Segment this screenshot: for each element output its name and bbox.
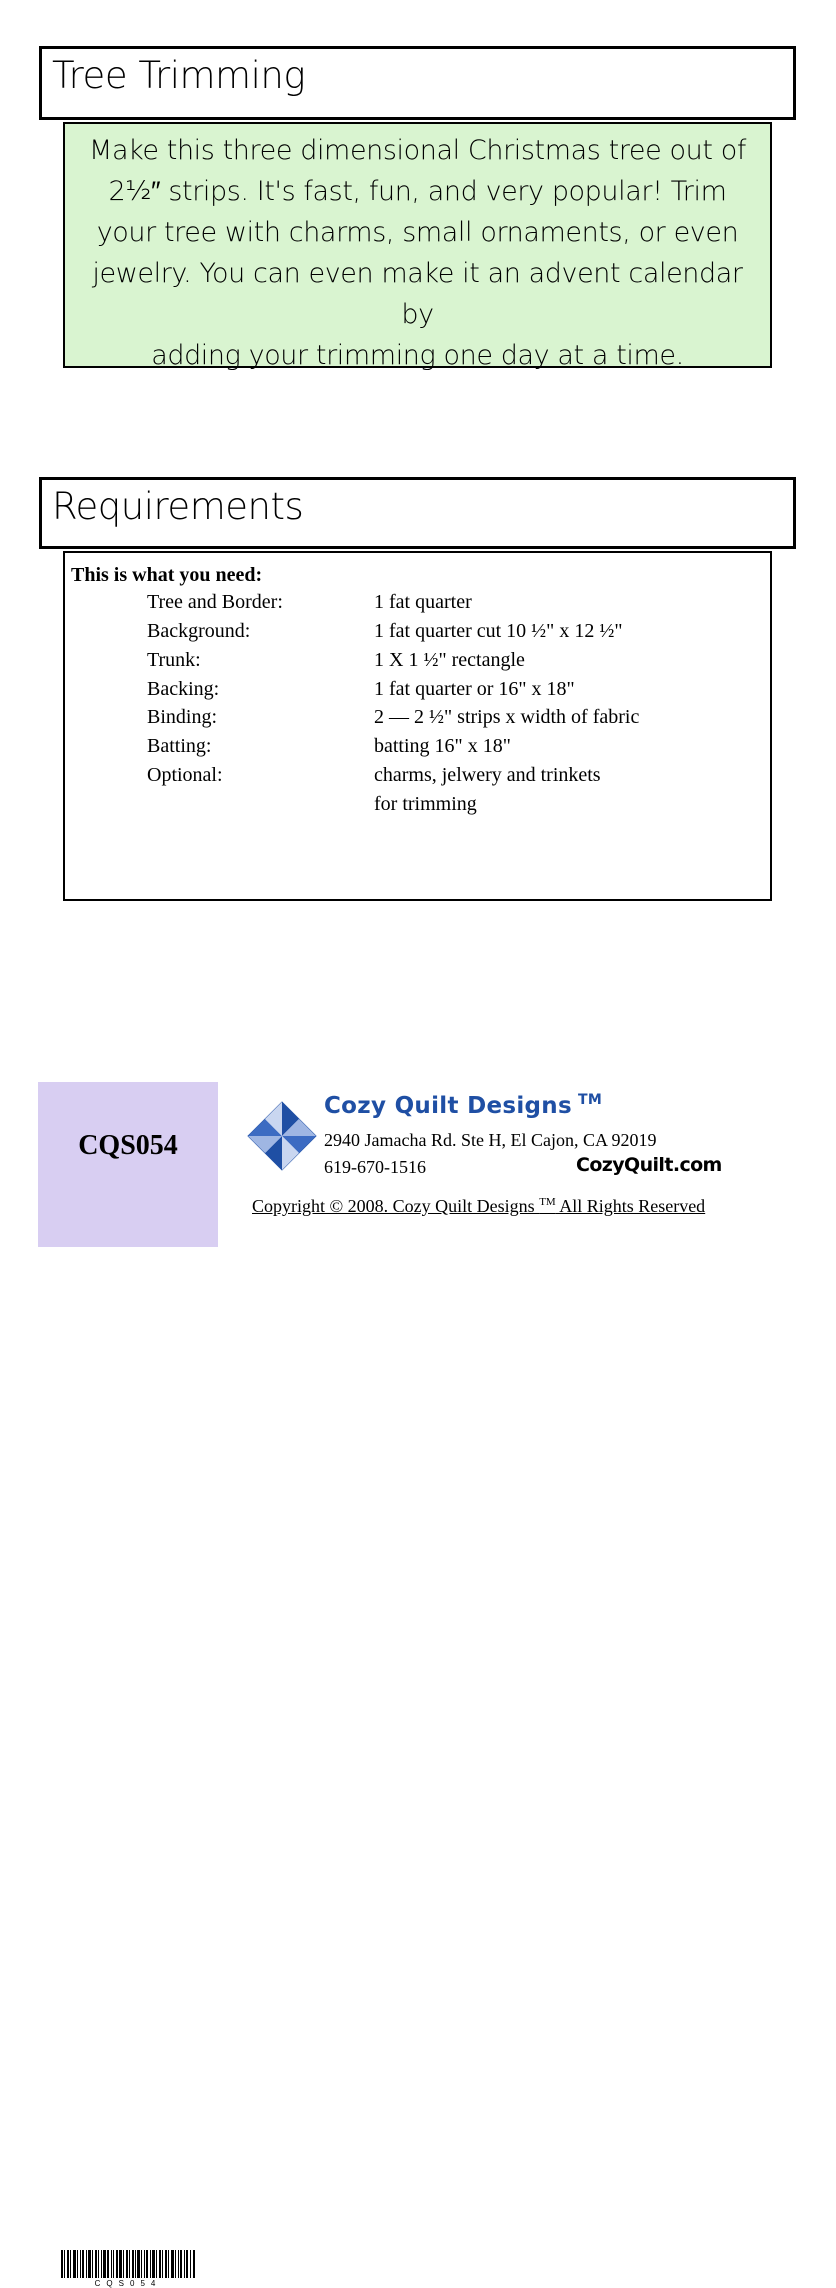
- section-title: Tree Trimming: [52, 54, 306, 97]
- requirement-value: batting 16" x 18": [374, 735, 511, 757]
- requirement-label: Background:: [147, 620, 251, 642]
- intro-line: adding your trimming one day at a time.: [151, 340, 684, 371]
- intro-line: jewelry. You can even make it an advent calendar by: [92, 258, 743, 330]
- sku-code: CQS054: [78, 1130, 178, 1161]
- company-website[interactable]: CozyQuilt.com: [576, 1154, 722, 1176]
- barcode-icon: [61, 2250, 195, 2278]
- requirements-panel: [63, 551, 772, 901]
- requirement-value: 1 fat quarter or 16" x 18": [374, 678, 575, 700]
- requirement-value: charms, jelwery and trinkets: [374, 764, 601, 786]
- company-name-text: Cozy Quilt Designs: [324, 1093, 572, 1119]
- trademark-symbol: TM: [577, 1092, 603, 1108]
- requirement-row: [65, 706, 765, 735]
- requirement-row: [65, 764, 765, 793]
- requirement-row: [65, 793, 765, 822]
- sku-label: [38, 1082, 218, 2288]
- requirement-label: Optional:: [147, 764, 223, 786]
- intro-line: your tree with charms, small ornaments, or even: [96, 217, 739, 248]
- company-phone: 619-670-1516: [324, 1157, 426, 1177]
- copyright-prefix: Copyright © 2008. Cozy Quilt Designs: [252, 1196, 540, 1216]
- requirement-row: [65, 620, 765, 649]
- company-address: 2940 Jamacha Rd. Ste H, El Cajon, CA 92019: [324, 1130, 657, 1150]
- requirement-value: 2 — 2 ½" strips x width of fabric: [374, 706, 640, 728]
- requirement-label: Tree and Border:: [147, 591, 283, 613]
- requirement-row: [65, 735, 765, 764]
- requirement-label: Batting:: [147, 735, 212, 757]
- requirement-label: Binding:: [147, 706, 218, 728]
- requirement-value: for trimming: [374, 793, 477, 815]
- requirements-heading: This is what you need:: [71, 564, 263, 586]
- requirement-value: 1 X 1 ½" rectangle: [374, 649, 525, 671]
- requirement-label: Backing:: [147, 678, 220, 700]
- company-name: [324, 1092, 602, 1119]
- trademark-symbol: TM: [539, 1196, 556, 1208]
- requirement-row: [65, 649, 765, 678]
- section-title: Requirements: [52, 485, 304, 528]
- requirement-row: [65, 678, 765, 707]
- barcode-text: CQS054: [94, 2279, 162, 2288]
- tree-trimming-header: [39, 46, 796, 120]
- intro-line: 2½″ strips. It's fast, fun, and very popular! Trim: [108, 176, 727, 207]
- requirement-value: 1 fat quarter cut 10 ½" x 12 ½": [374, 620, 623, 642]
- copyright-notice: [252, 1196, 705, 1217]
- requirement-value: 1 fat quarter: [374, 591, 472, 613]
- requirements-header: [39, 477, 796, 549]
- requirement-label: Trunk:: [147, 649, 201, 671]
- requirement-row: [65, 591, 765, 620]
- copyright-suffix: All Rights Reserved: [555, 1196, 706, 1216]
- pinwheel-quilt-block-icon: [246, 1100, 318, 1172]
- intro-panel: [63, 122, 772, 371]
- intro-line: Make this three dimensional Christmas tree out of: [89, 135, 746, 166]
